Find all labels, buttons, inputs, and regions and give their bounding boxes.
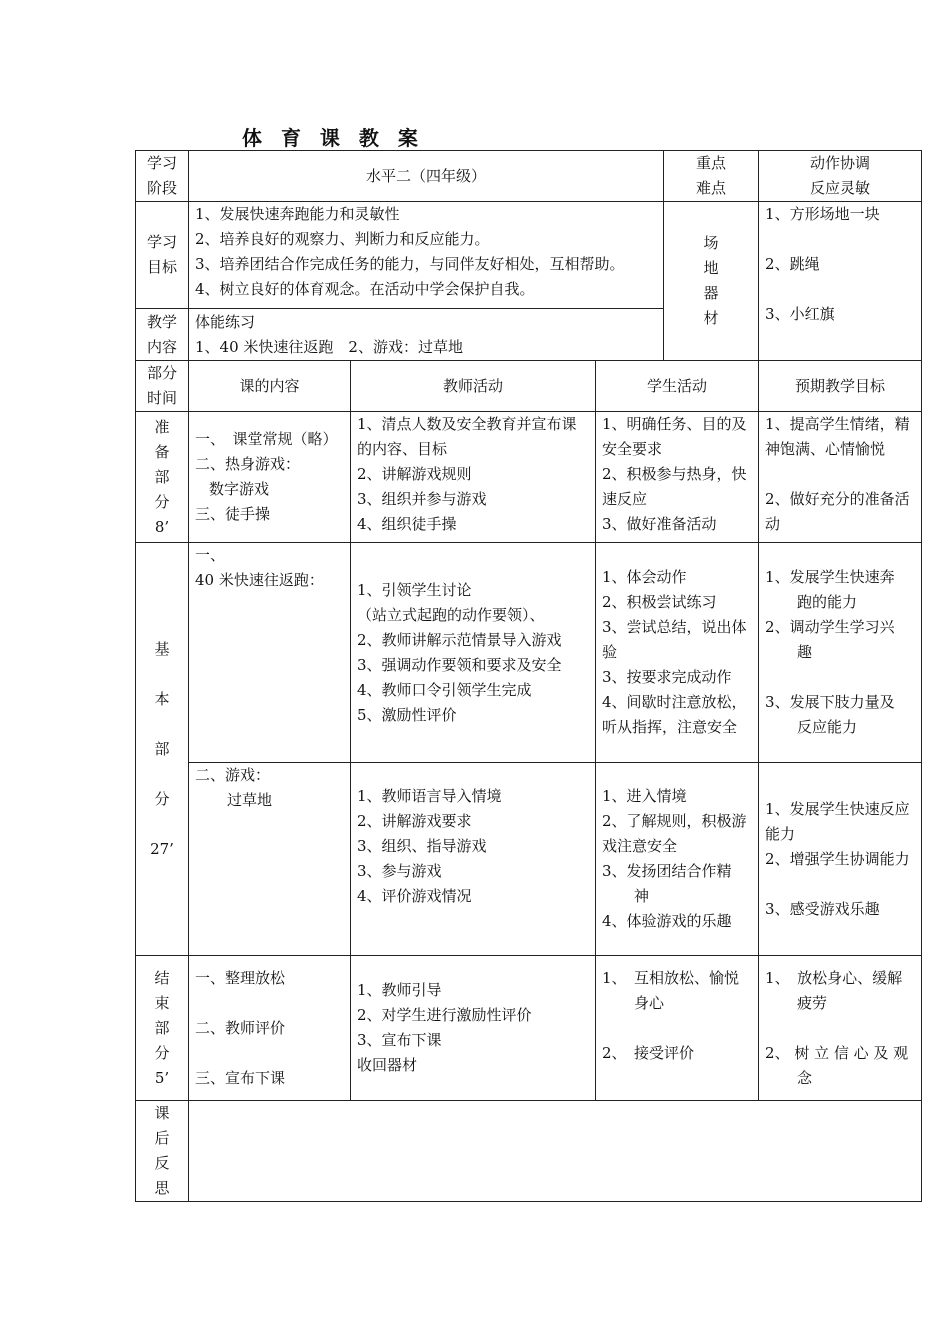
basic-run-row	[136, 543, 922, 763]
goals-list	[189, 202, 664, 309]
col-part-time: 部分 时间	[136, 361, 189, 412]
content-label: 教学 内容	[136, 309, 189, 361]
basic-game-row	[136, 763, 922, 956]
end-teacher: 1、教师引导 2、对学生进行激励性评价 3、宣布下课 收回器材	[351, 956, 596, 1101]
goals-label: 学习 目标	[136, 202, 189, 309]
run-teacher: 1、引领学生讨论 （站立式起跑的动作要领）、 2、教师讲解示范情景导入游戏 3、强调动作要领和要求及安全 4、教师口令引领学生完成 5、激励性评价	[351, 543, 596, 763]
goal-item: 2、培养良好的观察力、判断力和反应能力。	[195, 230, 490, 248]
col-content: 课的内容	[189, 361, 351, 412]
content-value: 体能练习 1、40 米快速往返跑 2、游戏：过草地	[189, 309, 664, 361]
col-teacher: 教师活动	[351, 361, 596, 412]
stage-value: 水平二（四年级）	[189, 151, 664, 202]
end-row	[136, 956, 922, 1101]
prep-teacher: 1、清点人数及安全教育并宣布课的内容、目标 2、讲解游戏规则 3、组织并参与游戏 4、组织徒手操	[351, 412, 596, 543]
col-goal: 预期教学目标	[759, 361, 922, 412]
game-content: 二、游戏： 过草地	[189, 763, 351, 956]
equipment-list	[759, 202, 922, 361]
prep-row	[136, 412, 922, 543]
goal-item: 4、树立良好的体育观念。在活动中学会保护自我。	[195, 280, 535, 298]
goals-row	[136, 202, 922, 309]
end-label: 结 束 部 分 5’	[136, 956, 189, 1101]
key-points-value: 动作协调 反应灵敏	[759, 151, 922, 202]
prep-label: 准 备 部 分 8’	[136, 412, 189, 543]
end-content: 一、整理放松 二、教师评价 三、宣布下课	[189, 956, 351, 1101]
key-points-label: 重点 难点	[664, 151, 759, 202]
equipment-item: 1、方形场地一块	[765, 205, 880, 223]
page-title: 体 育 课 教 案	[242, 126, 424, 150]
reflection-row	[136, 1101, 922, 1202]
reflection-label: 课 后 反 思	[136, 1101, 189, 1202]
end-goal: 1、 放松身心、缓解 疲劳 2、 树 立 信 心 及 观 念	[759, 956, 922, 1101]
basic-label: 基 本 部 分 27’	[136, 543, 189, 956]
prep-goal: 1、提高学生情绪，精神饱满、心情愉悦 2、做好充分的准备活动	[759, 412, 922, 543]
end-student: 1、 互相放松、愉悦 身心 2、 接受评价	[596, 956, 759, 1101]
stage-label: 学习 阶段	[136, 151, 189, 202]
lesson-plan-table	[135, 150, 922, 1202]
game-teacher: 1、教师语言导入情境 2、讲解游戏要求 3、组织、指导游戏 3、参与游戏 4、评价游戏情况	[351, 763, 596, 956]
column-header-row	[136, 361, 922, 412]
prep-content: 一、 课堂常规（略） 二、热身游戏： 数字游戏 三、徒手操	[189, 412, 351, 543]
game-goal: 1、发展学生快速反应能力 2、增强学生协调能力 3、感受游戏乐趣	[759, 763, 922, 956]
equipment-item: 3、小红旗	[765, 305, 835, 323]
col-student: 学生活动	[596, 361, 759, 412]
goal-item: 1、发展快速奔跑能力和灵敏性	[195, 205, 400, 223]
run-content: 一、 40 米快速往返跑：	[189, 543, 351, 763]
equipment-label: 场 地 器 材	[664, 202, 759, 361]
stage-row	[136, 151, 922, 202]
equipment-item: 2、跳绳	[765, 255, 820, 273]
reflection-content	[189, 1101, 922, 1202]
goal-item: 3、培养团结合作完成任务的能力，与同伴友好相处，互相帮助。	[195, 255, 625, 273]
game-student: 1、进入情境 2、了解规则，积极游戏注意安全 3、发扬团结合作精 神 4、体验游戏的乐趣	[596, 763, 759, 956]
prep-student: 1、明确任务、目的及安全要求 2、积极参与热身，快速反应 3、做好准备活动	[596, 412, 759, 543]
run-student: 1、体会动作 2、积极尝试练习 3、尝试总结，说出体验 3、按要求完成动作 4、间歇时注意放松，听从指挥，注意安全	[596, 543, 759, 763]
run-goal: 1、发展学生快速奔 跑的能力 2、调动学生学习兴 趣 3、发展下肢力量及 反应能力	[759, 543, 922, 763]
